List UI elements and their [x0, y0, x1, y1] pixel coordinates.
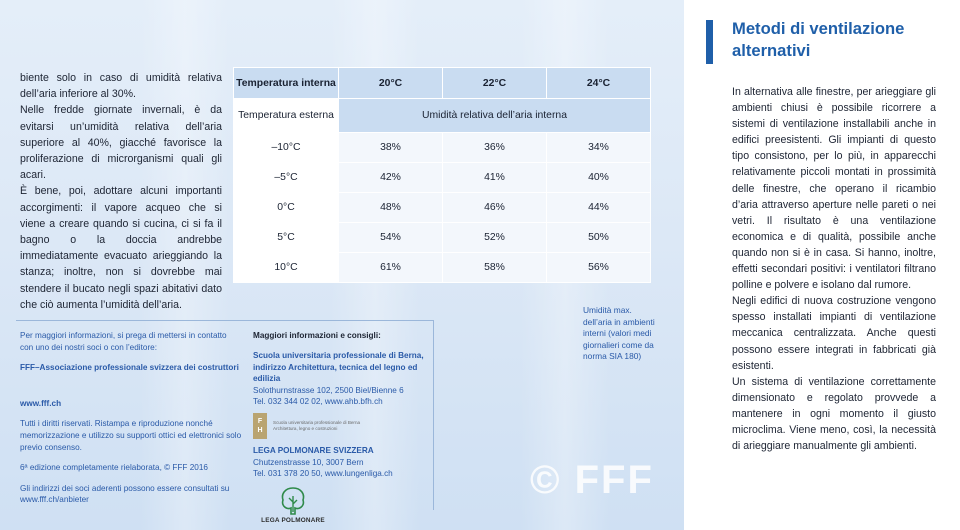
body-paragraph: In alternativa alle finestre, per arieggiare gli ambienti chiusi è possibile ricorrere a sistemi di ventilazione installabili anche in edifici preesistenti. Gli impianti di questo tipo consistono, per lo più, in apparecchi relativamente piccoli montati in prossimità delle finestre, che operano il ricambio d’aria attraverso aperture nelle pareti o nei vetri. Il risultato è una ventilazione economica e di qualità, possibile anche quando non si è in casa. Si hanno, inoltre, effetti secondari positivi: i ventilatori filtrano polline e polvere e isolano dal rumore.: [732, 86, 936, 292]
humidity-value: 58%: [443, 253, 547, 283]
edition-text: 6ª edizione completamente rielaborata, © FFF 2016: [20, 463, 208, 473]
exterior-temp: 5°C: [234, 223, 339, 253]
bfh-logo-line: Architettura, legno e costruzioni: [273, 426, 338, 432]
lung-name: LEGA POLMONARE SVIZZERA: [253, 446, 374, 456]
table-row: [234, 223, 651, 253]
humidity-value: 34%: [547, 133, 651, 163]
interior-temp-header: 22°C: [443, 68, 547, 99]
rights-text: Tutti i diritti riservati. Ristampa e riproduzione nonché memorizzazione e utilizzo su supporti ottici ed elettronici solo previo consenso.: [20, 419, 242, 452]
lung-logo-caption: LEGA POLMONARE: [261, 516, 325, 524]
body-paragraph: Negli edifici di nuova costruzione vengono spesso installati impianti di ventilazione meccanica centralizzata. Anche questi possono essere integrati in fabbricati già esistenti.: [732, 295, 936, 372]
body-paragraph: È bene, poi, adottare alcuni importanti accorgimenti: il vapore acqueo che si viene a creare quando si cucina, ci si fa il bagno o la doccia andrebbe immediatamente evacuato arieggiando la stanza; inoltre, non si dovrebbe mai stendere il bucato negli spazi abitativi dato che ciò aumenta l’umidità dell’aria.: [20, 185, 222, 311]
contact-text: Per maggiori informazioni, si prega di mettersi in contatto con uno dei nostri soci o con l’editore:: [20, 331, 227, 352]
lung-address: Chutzenstrasse 10, 3007 Bern: [253, 457, 364, 467]
bfh-logo-line: Scuola universitaria professionale di Berna: [273, 420, 361, 426]
watermark: © FFF: [530, 458, 654, 502]
exterior-temp: –5°C: [234, 163, 339, 193]
footer-left: [20, 330, 242, 515]
body-paragraph: biente solo in caso di umidità relativa dell’aria inferiore al 30%.: [20, 72, 222, 101]
lung-block: [253, 445, 433, 479]
bfh-address: Solothurnstrasse 102, 2500 Biel/Bienne 6: [253, 385, 404, 395]
interior-temp-header: 24°C: [547, 68, 651, 99]
body-paragraph: Nelle fredde giornate invernali, è da evitarsi un’umidità relativa dell’aria superiore al 40%, giacché favorisce la proliferazione di microrganismi quali gli acari.: [20, 104, 222, 182]
humidity-value: 56%: [547, 253, 651, 283]
right-body-text: [732, 84, 936, 454]
info-heading: Maggiori informazioni e consigli:: [253, 331, 381, 340]
humidity-value: 40%: [547, 163, 651, 193]
footer-divider: [16, 320, 434, 321]
humidity-value: 61%: [339, 253, 443, 283]
bfh-logo-icon: F H: [253, 413, 267, 439]
bfh-block: [253, 350, 433, 407]
humidity-value: 41%: [443, 163, 547, 193]
bfh-contact: Tel. 032 344 02 02, www.ahb.bfh.ch: [253, 397, 383, 407]
exterior-temp: 0°C: [234, 193, 339, 223]
interior-temp-header: 20°C: [339, 68, 443, 99]
table-row: [234, 193, 651, 223]
bfh-logo-text: [273, 420, 360, 432]
left-body-text: [20, 70, 222, 313]
humidity-value: 50%: [547, 223, 651, 253]
humidity-value: 48%: [339, 193, 443, 223]
bfh-logo: [253, 413, 433, 439]
humidity-value: 42%: [339, 163, 443, 193]
body-paragraph: Un sistema di ventilazione correttamente dimensionato e regolato provvede a mantenere in ogni momento il giusto microclima. Viene meno, così, la necessità di arieggiare manualmente gli ambienti.: [732, 375, 936, 453]
members-text: Gli indirizzi dei soci aderenti possono essere consultati su www.fff.ch/anbieter: [20, 483, 230, 505]
lung-logo: [253, 486, 333, 526]
humidity-value: 46%: [443, 193, 547, 223]
table-row: [234, 253, 651, 283]
lung-contact: Tel. 031 378 20 50, www.lungenliga.ch: [253, 469, 393, 479]
website-link[interactable]: www.fff.ch: [20, 398, 62, 408]
title-accent-bar: [706, 20, 713, 64]
footer-vertical-divider: [433, 320, 434, 510]
publisher-name: FFF–Associazione professionale svizzera dei costruttori: [20, 363, 239, 373]
span-header: Umidità relativa dell’aria interna: [339, 99, 651, 133]
bfh-name: Scuola universitaria professionale di Berna, indirizzo Architettura, tecnica del legno ed edilizia: [253, 351, 424, 384]
section-title: Metodi di ventilazione alternativi: [732, 19, 905, 60]
corner-header: Temperatura interna: [234, 68, 339, 99]
humidity-value: 44%: [547, 193, 651, 223]
right-page: [684, 0, 960, 530]
humidity-value: 36%: [443, 133, 547, 163]
humidity-value: 52%: [443, 223, 547, 253]
row-header: Temperatura esterna: [234, 99, 339, 133]
table-row: [234, 133, 651, 163]
tree-icon: [279, 486, 307, 516]
table-row: [234, 163, 651, 193]
humidity-table: [233, 67, 651, 283]
exterior-temp: –10°C: [234, 133, 339, 163]
exterior-temp: 10°C: [234, 253, 339, 283]
humidity-value: 38%: [339, 133, 443, 163]
humidity-value: 54%: [339, 223, 443, 253]
table-note: Umidità max. dell’aria in ambienti interni (valori medi giornalieri come da norma SIA 180): [583, 305, 655, 362]
footer-middle: [253, 330, 433, 526]
